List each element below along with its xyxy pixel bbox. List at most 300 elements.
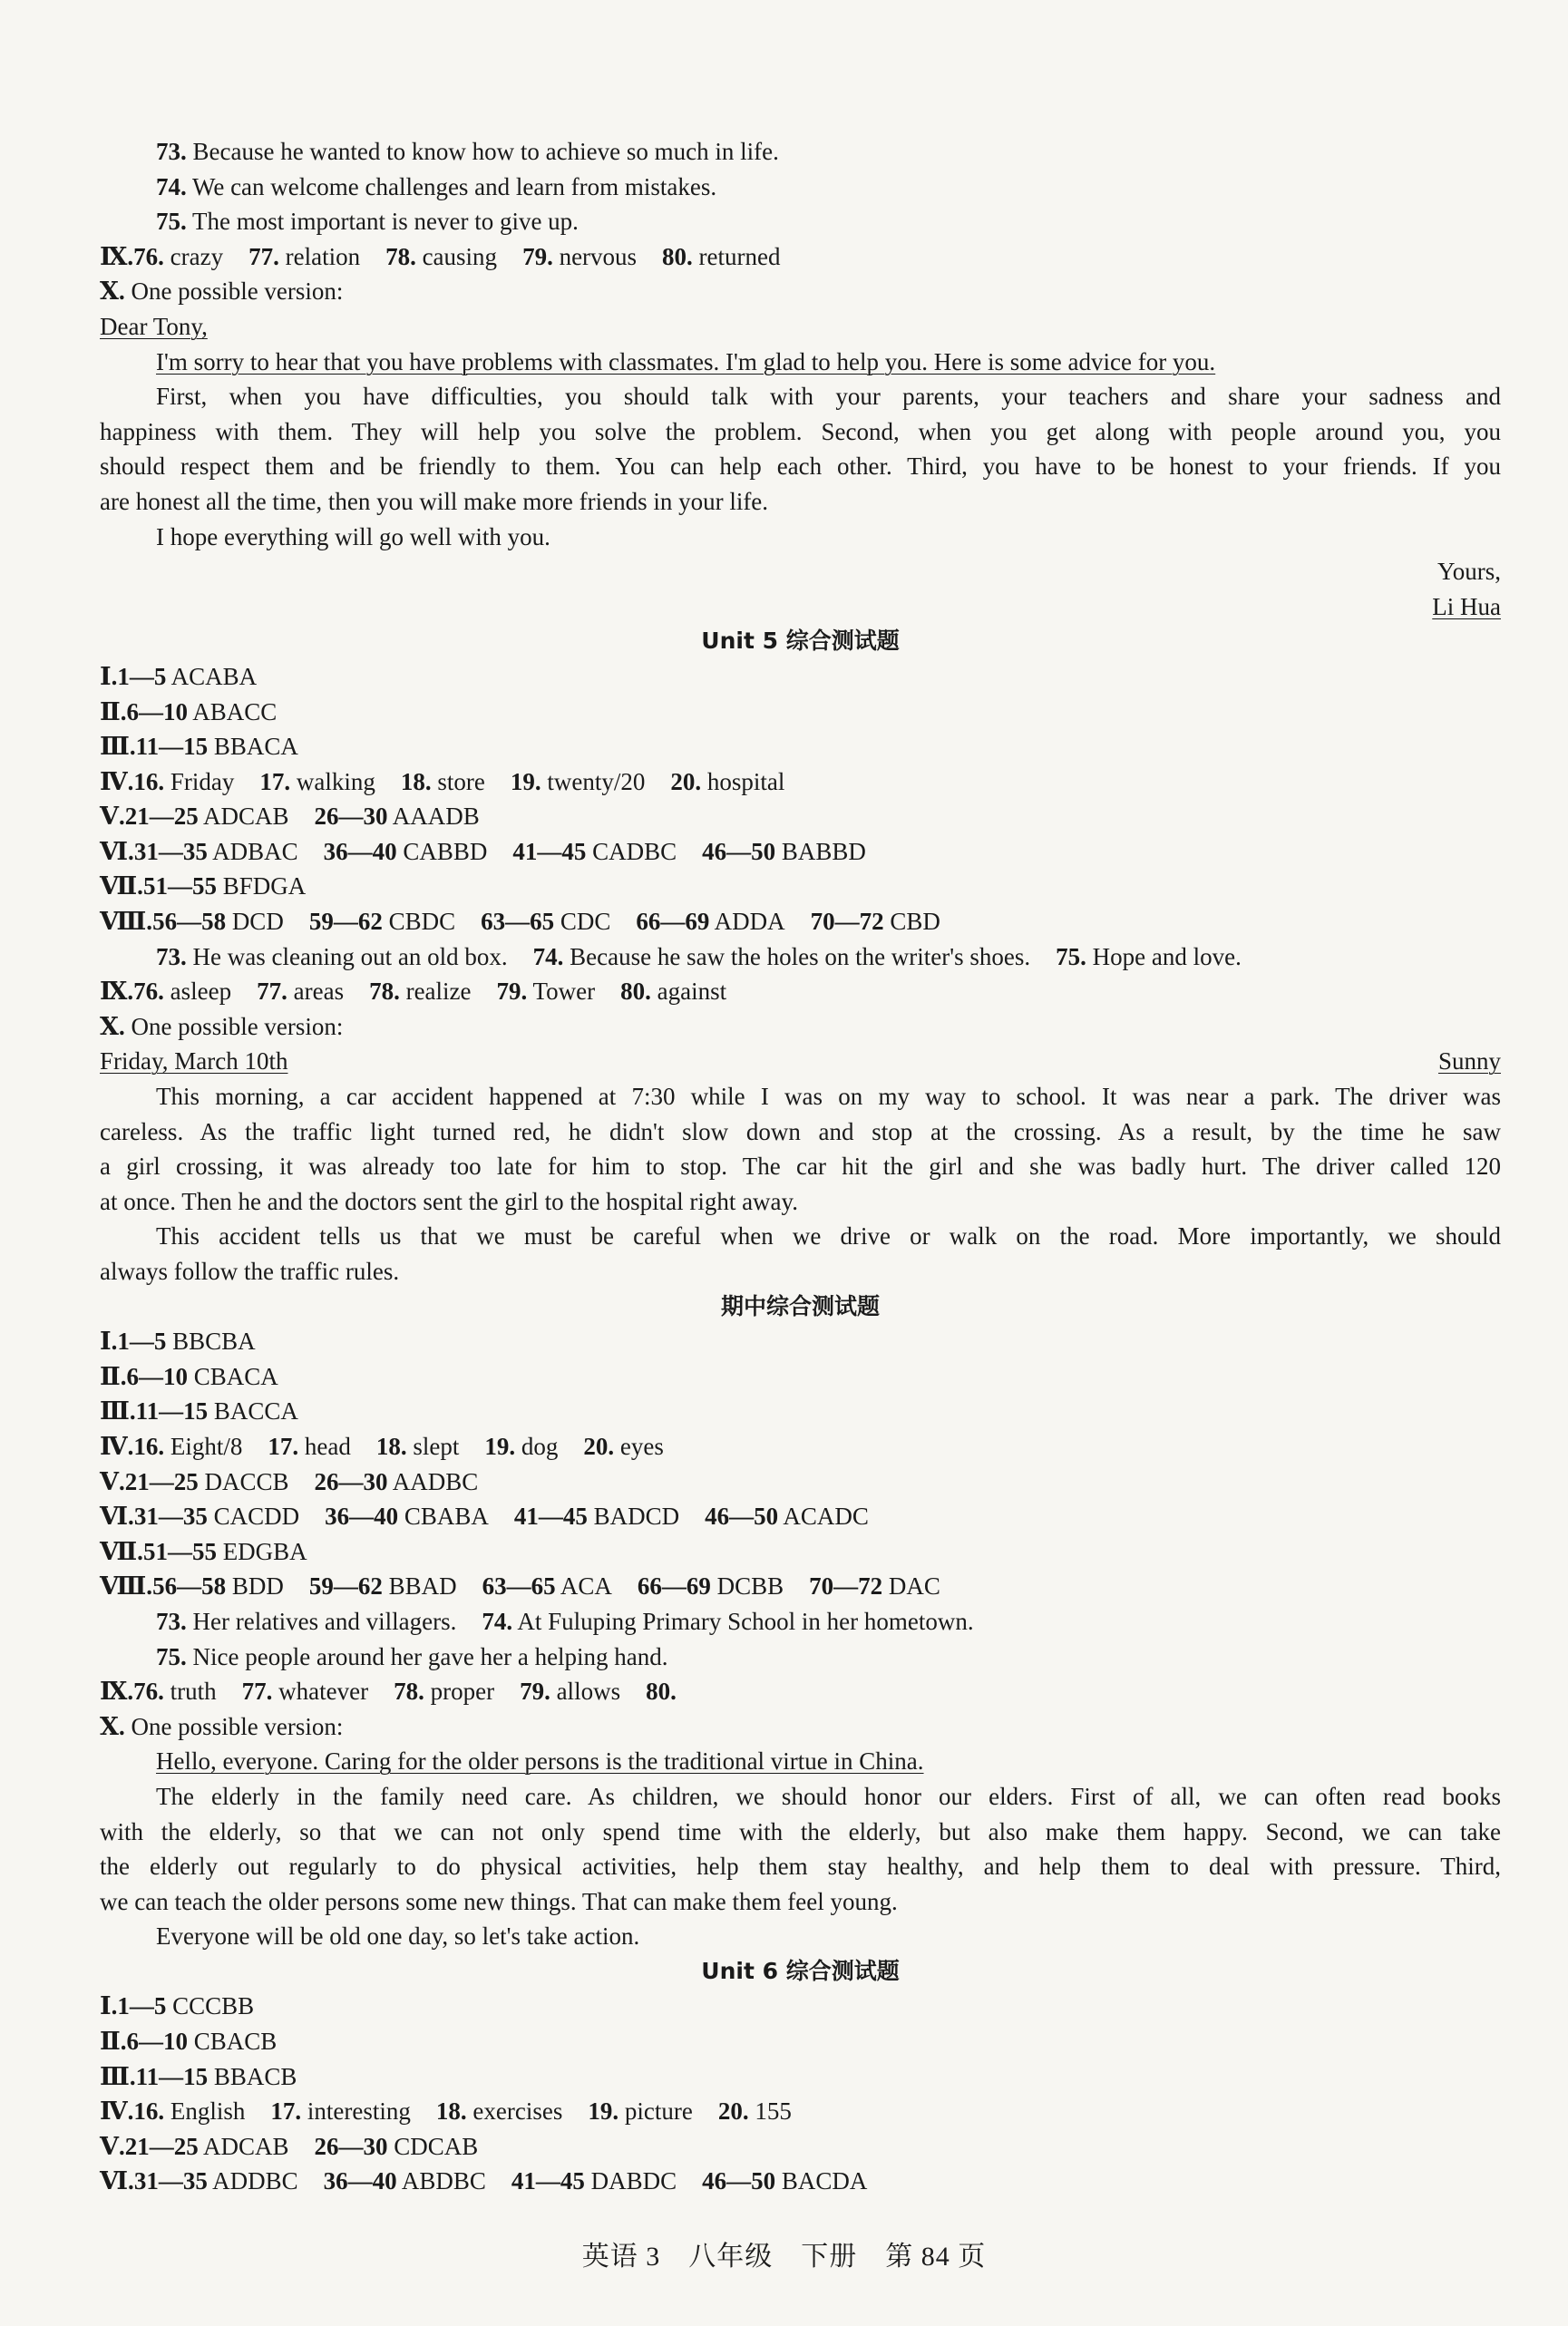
answer-text: BADCD — [587, 1503, 680, 1531]
answer-group — [156, 943, 508, 970]
text-line — [100, 1429, 1501, 1465]
text-line: at once. Then he and the doctors sent the girl to the hospital right away. — [100, 1187, 799, 1215]
answer-group — [369, 978, 471, 1005]
question-number: 6—10 — [126, 697, 189, 725]
text-line — [100, 799, 1501, 834]
text-line — [100, 1604, 1501, 1640]
text-line: This morning, a car accident happened at 7:30 while I was on my way to school. It was near a park. The driver was — [156, 1083, 1501, 1111]
answer-group — [314, 803, 479, 830]
answer-text: CBDC — [382, 908, 456, 936]
section-numeral: Ⅰ. — [100, 662, 118, 690]
text-line — [100, 2129, 1501, 2165]
section-numeral: Ⅲ. — [100, 1397, 136, 1426]
question-number: 51—55 — [142, 1537, 217, 1565]
answer-text: store — [431, 767, 485, 795]
text-line — [100, 904, 1501, 939]
section-numeral: Ⅰ. — [100, 1328, 118, 1356]
question-number: 63—65 — [481, 908, 555, 936]
answer-text: CDC — [554, 908, 611, 936]
text-line — [100, 345, 1501, 380]
answer-text: EDGBA — [216, 1537, 307, 1565]
question-number: 26—30 — [314, 2132, 388, 2160]
answer-text: head — [298, 1432, 351, 1460]
answer-group — [314, 2133, 478, 2160]
answer-text: One possible version: — [124, 1012, 344, 1040]
answer-group — [809, 1572, 940, 1600]
text-line: This accident tells us that we must be careful when we drive or walk on the road. More importantly, we should — [156, 1222, 1501, 1251]
question-number: 77. — [248, 242, 279, 270]
question-number: 74. — [532, 942, 564, 970]
text-line — [100, 695, 1501, 730]
answer-text: ADDA — [709, 908, 785, 936]
section-numeral: Ⅲ. — [100, 733, 136, 761]
answer-group — [309, 908, 455, 935]
answer-text: Eight/8 — [164, 1432, 243, 1460]
answer-group — [376, 1433, 460, 1460]
question-number: 80. — [620, 978, 651, 1006]
question-number: 59—62 — [308, 1572, 383, 1601]
answer-group — [100, 733, 298, 760]
section-numeral: Ⅹ. — [100, 1012, 125, 1040]
question-number: 1—5 — [117, 1992, 167, 2020]
answer-group — [533, 943, 1030, 970]
section-numeral: Ⅰ. — [100, 1992, 118, 2020]
question-number: 80. — [646, 1678, 677, 1706]
answer-text: BFDGA — [216, 872, 307, 900]
answer-text: hospital — [701, 767, 785, 795]
question-number: 75. — [1056, 942, 1086, 970]
answer-group — [100, 663, 257, 690]
section-heading: Unit 5 综合测试题 — [701, 628, 900, 655]
answer-group — [436, 2097, 562, 2125]
answer-text: One possible version: — [124, 277, 344, 306]
question-number: 19. — [588, 2097, 619, 2126]
answer-group — [401, 768, 485, 795]
text-line — [100, 834, 1501, 870]
question-number: 6—10 — [126, 2028, 189, 2056]
section-numeral: Ⅹ. — [100, 277, 125, 306]
text-line — [100, 939, 1501, 975]
section-heading: Unit 6 综合测试题 — [701, 1957, 900, 1984]
section-numeral: Ⅷ. — [100, 1572, 153, 1601]
answer-group — [670, 768, 784, 795]
answer-group — [620, 978, 726, 1005]
text-line: the elderly out regularly to do physical activities, help them stay healthy, and help them to deal with pressure. Third, — [100, 1853, 1501, 1881]
answer-group — [257, 978, 344, 1005]
text-line — [100, 2059, 1501, 2095]
answer-group — [156, 1608, 456, 1635]
text-line — [100, 2024, 1501, 2059]
answer-text: The most important is never to give up. — [186, 208, 579, 236]
answer-text: AAADB — [387, 803, 480, 831]
answer-text: truth — [163, 1678, 217, 1706]
section-numeral: Ⅴ. — [100, 1467, 125, 1495]
question-number: 19. — [510, 767, 541, 795]
answer-text: relation — [278, 242, 361, 270]
answer-group — [100, 1363, 278, 1390]
question-number: 74. — [156, 172, 187, 200]
text-line — [100, 1640, 1501, 1675]
underlined-text: Hello, everyone. Caring for the older persons is the traditional virtue in China. — [156, 1747, 924, 1776]
question-number: 46—50 — [705, 1503, 779, 1531]
answer-group — [100, 803, 288, 830]
answer-group — [100, 1503, 299, 1530]
answer-group — [484, 1433, 558, 1460]
text-line — [100, 974, 1501, 1009]
answer-group — [100, 698, 277, 725]
answer-group — [100, 277, 343, 305]
section-numeral: Ⅶ. — [100, 1537, 143, 1565]
answer-text: CABBD — [396, 837, 488, 865]
section-numeral: Ⅸ. — [100, 242, 134, 270]
question-number: 77. — [241, 1678, 273, 1706]
answer-group — [100, 1328, 256, 1355]
answer-group — [314, 1468, 478, 1495]
question-number: 18. — [375, 1432, 407, 1460]
text-line: Yours, — [1437, 558, 1501, 586]
answer-group — [718, 2097, 792, 2125]
answer-group — [309, 1572, 457, 1600]
text-line: a girl crossing, it was already too late for him to stop. The car hit the girl and she was badly hurt. The driver called 120 — [100, 1153, 1501, 1181]
question-number: 78. — [385, 242, 416, 270]
question-number: 19. — [484, 1432, 516, 1460]
answer-group — [511, 2167, 677, 2195]
answer-text: We can welcome challenges and learn from mistakes. — [186, 172, 717, 200]
question-number: 79. — [522, 242, 553, 270]
text-line — [100, 1465, 1501, 1500]
question-number: 11—15 — [135, 733, 209, 761]
question-number: 17. — [259, 767, 291, 795]
text-line: I hope everything will go well with you. — [156, 522, 550, 550]
answer-group — [385, 243, 497, 270]
question-number: 70—72 — [810, 908, 884, 936]
answer-text: At Fuluping Primary School in her hometown. — [512, 1607, 974, 1635]
answer-text: twenty/20 — [541, 767, 646, 795]
answer-group — [100, 768, 234, 795]
text-line — [100, 589, 1501, 625]
answer-text: BBAD — [382, 1572, 457, 1601]
question-number: 1—5 — [117, 1328, 167, 1356]
question-number: 79. — [520, 1678, 550, 1706]
text-line — [100, 729, 1501, 764]
answer-group — [100, 1678, 217, 1705]
text-line: should respect them and be friendly to them. You can help each other. Third, you have to be honest to your friends. If you — [100, 453, 1501, 481]
answer-group — [482, 1608, 973, 1635]
section-numeral: Ⅴ. — [100, 2132, 125, 2160]
answer-text: He was cleaning out an old box. — [186, 942, 508, 970]
text-line: we can teach the older persons some new things. That can make them feel young. — [100, 1887, 898, 1915]
answer-group — [588, 2097, 692, 2125]
text-line: with the elderly, so that we can not only spend time with the elderly, but also make them happy. Second, we can take — [100, 1817, 1501, 1845]
answer-text: Because he wanted to know how to achieve so much in life. — [186, 138, 779, 165]
section-numeral: Ⅴ. — [100, 803, 125, 831]
answer-text: 155 — [748, 2097, 792, 2126]
question-number: 31—35 — [133, 2167, 208, 2195]
answer-text: Friday — [164, 767, 235, 795]
answer-group — [100, 1397, 298, 1425]
question-number: 21—25 — [124, 1467, 199, 1495]
answer-text: ADDBC — [207, 2167, 298, 2195]
answer-text: BBACB — [208, 2062, 297, 2090]
answer-text: CACDD — [207, 1503, 300, 1531]
answer-group — [100, 1013, 343, 1040]
answer-group — [100, 2028, 277, 2055]
answer-group — [100, 908, 284, 935]
answer-group — [511, 768, 646, 795]
question-number: 66—69 — [636, 908, 710, 936]
answer-group — [100, 1468, 288, 1495]
question-number: 31—35 — [133, 837, 208, 865]
text-line: First, when you have difficulties, you should talk with your parents, your teachers and share your sadness and — [156, 383, 1501, 411]
question-number: 41—45 — [513, 1503, 588, 1531]
answer-group — [583, 1433, 663, 1460]
question-number: 20. — [670, 767, 702, 795]
answer-group — [324, 2167, 486, 2195]
question-number: 16. — [133, 1432, 165, 1460]
text-line — [100, 204, 1501, 239]
answer-text: Her relatives and villagers. — [186, 1607, 457, 1635]
question-number: 18. — [435, 2097, 467, 2126]
answer-group — [100, 1992, 254, 2019]
question-number: 18. — [400, 767, 432, 795]
question-number: 36—40 — [323, 2167, 397, 2195]
question-number: 31—35 — [133, 1503, 208, 1531]
answer-text: realize — [399, 978, 472, 1006]
answer-text: asleep — [163, 978, 232, 1006]
answer-text: ADCAB — [198, 803, 289, 831]
answer-text: BACCA — [208, 1397, 298, 1426]
answer-group — [702, 838, 866, 865]
text-line — [100, 1044, 1501, 1079]
page-footer: 英语 3 八年级 下册 第 84 页 — [581, 2242, 987, 2272]
text-line — [100, 1499, 1501, 1534]
text-line — [100, 2164, 1501, 2199]
text-line — [100, 134, 1501, 170]
text-line — [100, 1989, 1501, 2024]
text-line — [100, 1534, 1501, 1570]
answer-group — [481, 908, 610, 935]
question-number: 51—55 — [142, 872, 217, 900]
question-number: 21—25 — [124, 803, 199, 831]
answer-group — [100, 1433, 242, 1460]
section-numeral: Ⅱ. — [100, 2028, 127, 2056]
answer-text: Hope and love. — [1086, 942, 1242, 970]
section-numeral: Ⅷ. — [100, 908, 153, 936]
answer-text: English — [164, 2097, 246, 2126]
answer-text: interesting — [301, 2097, 411, 2126]
answer-group — [100, 838, 298, 865]
underlined-text: I'm sorry to hear that you have problems with classmates. I'm glad to help you. Here is some advice for you. — [156, 347, 1216, 375]
answer-text: DAC — [882, 1572, 940, 1601]
question-number: 59—62 — [308, 908, 383, 936]
answer-text: CBABA — [398, 1503, 489, 1531]
answer-text: CBACB — [188, 2028, 278, 2056]
question-number: 78. — [394, 1678, 424, 1706]
answer-text: Because he saw the holes on the writer's shoes. — [563, 942, 1031, 970]
question-number: 20. — [717, 2097, 749, 2126]
text-line — [100, 659, 1501, 695]
answer-text: picture — [618, 2097, 693, 2126]
question-number: 46—50 — [702, 2167, 776, 2195]
question-number: 16. — [133, 767, 165, 795]
answer-text: nervous — [552, 242, 638, 270]
answer-group — [636, 908, 784, 935]
answer-content — [100, 134, 1501, 2199]
text-line — [100, 1324, 1501, 1359]
question-number: 36—40 — [323, 837, 397, 865]
text-line — [100, 239, 1501, 275]
question-number: 66—69 — [637, 1572, 711, 1601]
text-line — [100, 1674, 1501, 1709]
answer-text: crazy — [163, 242, 224, 270]
answer-group — [512, 838, 677, 865]
question-number: 73. — [156, 942, 187, 970]
text-line — [100, 2094, 1501, 2129]
answer-text: CCCBB — [166, 1992, 255, 2020]
answer-text: allows — [550, 1678, 621, 1706]
answer-text: ABDBC — [396, 2167, 486, 2195]
question-number: 73. — [156, 138, 187, 165]
answer-text: Tower — [527, 978, 596, 1006]
diary-weather: Sunny — [1437, 1047, 1501, 1075]
text-line — [100, 1744, 1501, 1779]
question-number: 70—72 — [809, 1572, 883, 1601]
question-number: 46—50 — [702, 837, 776, 865]
question-number: 17. — [270, 2097, 302, 2126]
answer-group — [100, 1713, 343, 1740]
answer-text: BACDA — [775, 2167, 868, 2195]
answer-text: areas — [287, 978, 345, 1006]
answer-group — [100, 243, 223, 270]
section-numeral: Ⅹ. — [100, 1712, 125, 1740]
answer-text: BBACA — [208, 733, 298, 761]
answer-text: CBD — [883, 908, 940, 936]
answer-group — [100, 2063, 297, 2090]
text-line — [100, 274, 1501, 309]
section-numeral: Ⅵ. — [100, 2167, 134, 2195]
answer-text: eyes — [614, 1432, 664, 1460]
text-line — [100, 764, 1501, 800]
text-line — [100, 170, 1501, 205]
answer-group — [705, 1503, 869, 1530]
answer-text: causing — [415, 242, 498, 270]
answer-group — [268, 1433, 350, 1460]
answer-group — [522, 243, 637, 270]
section-heading: 期中综合测试题 — [720, 1292, 880, 1319]
answer-text: returned — [692, 242, 781, 270]
question-number: 79. — [496, 978, 528, 1006]
text-line: happiness with them. They will help you solve the problem. Second, when you get along with people around you, you — [100, 417, 1501, 445]
answer-group — [100, 2133, 288, 2160]
question-number: 75. — [156, 208, 187, 236]
question-number: 41—45 — [511, 2167, 585, 2195]
question-number: 17. — [268, 1432, 299, 1460]
answer-text: ACADC — [778, 1503, 869, 1531]
question-number: 75. — [156, 1642, 187, 1670]
question-number: 6—10 — [126, 1362, 189, 1390]
answer-text: ACABA — [166, 662, 258, 690]
answer-text: dog — [515, 1432, 559, 1460]
text-line — [100, 1359, 1501, 1395]
answer-text: ABACC — [188, 697, 278, 725]
answer-group — [100, 978, 231, 1005]
diary-date: Friday, March 10th — [100, 1047, 288, 1075]
question-number: 63—65 — [482, 1572, 556, 1601]
answer-text: proper — [424, 1678, 495, 1706]
answer-group — [248, 243, 360, 270]
answer-group — [638, 1572, 784, 1600]
answer-group — [242, 1678, 368, 1705]
answer-group — [100, 1538, 307, 1565]
section-numeral: Ⅳ. — [100, 767, 134, 795]
question-number: 26—30 — [314, 1467, 388, 1495]
answer-group — [482, 1572, 612, 1600]
answer-text: DACCB — [198, 1467, 289, 1495]
section-numeral: Ⅳ. — [100, 1432, 134, 1460]
answer-group — [520, 1678, 620, 1705]
answer-group — [497, 978, 596, 1005]
answer-group — [270, 2097, 410, 2125]
answer-text: slept — [406, 1432, 460, 1460]
answer-group — [514, 1503, 679, 1530]
section-numeral: Ⅵ. — [100, 837, 134, 865]
answer-group — [156, 173, 716, 200]
answer-text: CBACA — [188, 1362, 278, 1390]
answer-group — [394, 1678, 494, 1705]
text-line: Everyone will be old one day, so let's take action. — [156, 1922, 640, 1951]
answer-text: CDCAB — [387, 2132, 479, 2160]
section-numeral: Ⅵ. — [100, 1503, 134, 1531]
answer-text: against — [650, 978, 727, 1006]
answer-text: whatever — [272, 1678, 369, 1706]
text-line: always follow the traffic rules. — [100, 1258, 400, 1285]
answer-text: DCD — [226, 908, 284, 936]
answer-text: DABDC — [584, 2167, 677, 2195]
text-line: The elderly in the family need care. As children, we should honor our elders. First of all, we can often read books — [156, 1782, 1501, 1810]
answer-group — [156, 138, 779, 165]
answer-text: BDD — [226, 1572, 284, 1601]
question-number: 11—15 — [135, 1397, 209, 1426]
question-number: 76. — [133, 242, 164, 270]
question-number: 74. — [482, 1607, 513, 1635]
answer-text: One possible version: — [124, 1712, 344, 1740]
answer-group — [325, 1503, 489, 1530]
answer-group — [811, 908, 940, 935]
answer-group — [100, 872, 306, 900]
answer-text: ACA — [555, 1572, 612, 1601]
question-number: 1—5 — [117, 662, 167, 690]
question-number: 36—40 — [325, 1503, 399, 1531]
answer-group — [662, 243, 780, 270]
question-number: 21—25 — [124, 2132, 199, 2160]
answer-group — [259, 768, 375, 795]
question-number: 73. — [156, 1607, 187, 1635]
question-number: 78. — [369, 978, 400, 1006]
answer-group — [100, 1572, 284, 1600]
section-numeral: Ⅲ. — [100, 2062, 136, 2090]
text-line — [100, 869, 1501, 904]
answer-text: exercises — [466, 2097, 563, 2126]
answer-group — [100, 2097, 245, 2125]
answer-group — [156, 208, 579, 235]
answer-group — [1056, 943, 1242, 970]
question-number: 76. — [133, 1678, 164, 1706]
answer-text: CADBC — [586, 837, 677, 865]
answer-text: ADCAB — [198, 2132, 289, 2160]
underlined-text: Li Hua — [1432, 592, 1501, 620]
section-numeral: Ⅶ. — [100, 872, 143, 900]
question-number: 56—58 — [152, 908, 227, 936]
